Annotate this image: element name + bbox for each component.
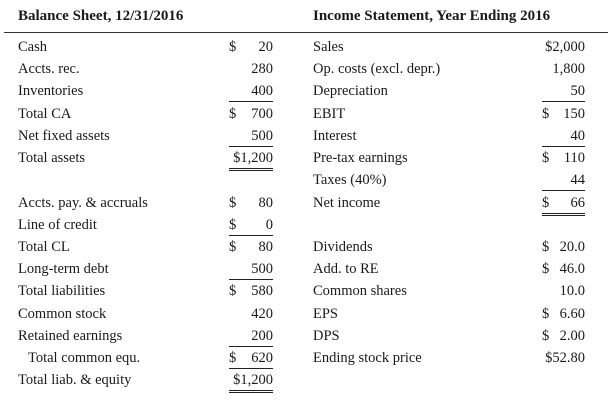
income-statement-row (313, 348, 585, 368)
balance-sheet-row-value (229, 259, 273, 280)
income-statement-header-rule (306, 32, 608, 33)
balance-sheet-row-label: Accts. pay. & accruals (18, 195, 148, 211)
balance-sheet-row-label: Retained earnings (18, 328, 123, 344)
income-statement-row (313, 37, 585, 57)
balance-sheet-row-value (229, 193, 273, 213)
income-statement-row-label: Net income (313, 195, 381, 211)
balance-sheet-row-label: Cash (18, 39, 47, 55)
income-statement-row-label: DPS (313, 328, 340, 344)
amount: 40 (570, 128, 585, 144)
amount: 80 (258, 239, 273, 255)
income-statement-row-value (542, 37, 585, 57)
income-statement-row-label: Sales (313, 39, 344, 55)
balance-sheet-row (18, 237, 273, 257)
income-statement-row-value (542, 259, 585, 279)
amount: 20.0 (559, 239, 585, 255)
balance-sheet-row (18, 259, 273, 279)
income-statement-row (313, 281, 585, 301)
balance-sheet-row-label: Line of credit (18, 217, 97, 233)
income-statement-row-label: EBIT (313, 106, 346, 122)
balance-sheet-row-label: Total common equ. (28, 350, 141, 366)
amount: 50 (570, 83, 585, 99)
income-statement-row (313, 104, 585, 124)
income-statement-row-label: Interest (313, 128, 357, 144)
income-statement-row (313, 170, 585, 190)
income-statement-row-value (542, 59, 585, 79)
income-statement-row-label: Depreciation (313, 83, 388, 99)
amount: 80 (258, 195, 273, 211)
currency-symbol: $ (542, 106, 550, 122)
amount: 500 (251, 128, 273, 144)
balance-sheet-header-rule (4, 32, 306, 33)
currency-symbol: $ (542, 150, 550, 166)
balance-sheet-row-label: Total assets (18, 150, 86, 166)
balance-sheet-row-value (229, 59, 273, 79)
income-statement-row-label: Dividends (313, 239, 373, 255)
amount: 150 (563, 106, 585, 122)
balance-sheet-row-value (229, 126, 273, 147)
income-statement-row-label: EPS (313, 306, 338, 322)
amount: 10.0 (559, 283, 585, 299)
balance-sheet-title: Balance Sheet, 12/31/2016 (18, 8, 184, 24)
balance-sheet-row-value (229, 304, 273, 324)
balance-sheet-row-value (229, 237, 273, 257)
currency-symbol: $ (229, 217, 237, 233)
income-statement-row (313, 304, 585, 324)
amount: 0 (265, 217, 273, 233)
balance-sheet-row (18, 193, 273, 213)
currency-symbol: $ (229, 350, 237, 366)
income-statement-row (313, 326, 585, 346)
amount: 580 (251, 283, 273, 299)
balance-sheet-row-label: Total liabilities (18, 283, 106, 299)
income-statement-row (313, 259, 585, 279)
income-statement-row-label: Op. costs (excl. depr.) (313, 61, 441, 77)
income-statement-row (313, 237, 585, 257)
income-statement-row-value (542, 81, 585, 102)
amount: $52.80 (545, 350, 585, 366)
amount: 200 (251, 328, 273, 344)
currency-symbol: $ (542, 195, 550, 211)
amount: 2.00 (559, 328, 585, 344)
amount: 66 (570, 195, 585, 211)
balance-sheet-row-value (229, 370, 273, 393)
income-statement-row-label: Common shares (313, 283, 407, 299)
balance-sheet-row (18, 370, 273, 390)
balance-sheet-row-value (229, 215, 273, 236)
balance-sheet-row-value (229, 281, 273, 301)
balance-sheet-row (18, 126, 273, 146)
balance-sheet-row-value (229, 81, 273, 102)
amount: 280 (251, 61, 273, 77)
income-statement-row-label: Ending stock price (313, 350, 422, 366)
income-statement-row-value (542, 148, 585, 168)
amount: 46.0 (559, 261, 585, 277)
currency-symbol: $ (229, 39, 237, 55)
income-statement-row-label: Pre-tax earnings (313, 150, 408, 166)
amount: 110 (563, 150, 585, 166)
income-statement-row-value (542, 281, 585, 301)
balance-sheet-row (18, 148, 273, 168)
balance-sheet-row (18, 104, 273, 124)
balance-sheet-row (18, 215, 273, 235)
income-statement-row-value (542, 237, 585, 257)
balance-sheet-row-value (229, 326, 273, 347)
balance-sheet-row-value (229, 348, 273, 369)
amount: $1,200 (233, 150, 273, 166)
balance-sheet-row (18, 37, 273, 57)
amount: 620 (251, 350, 273, 366)
currency-symbol: $ (542, 239, 550, 255)
balance-sheet-row (18, 326, 273, 346)
balance-sheet-row-label: Total CL (18, 239, 70, 255)
amount: 500 (251, 261, 273, 277)
amount: $1,200 (233, 372, 273, 388)
income-statement-row-value (542, 304, 585, 324)
income-statement-row-label: Add. to RE (313, 261, 379, 277)
currency-symbol: $ (542, 261, 550, 277)
currency-symbol: $ (229, 239, 237, 255)
amount: 44 (570, 172, 585, 188)
balance-sheet-row-label: Long-term debt (18, 261, 109, 277)
balance-sheet-row-label: Common stock (18, 306, 107, 322)
income-statement-row-value (542, 193, 585, 216)
balance-sheet-row (18, 304, 273, 324)
amount: 1,800 (552, 61, 585, 77)
balance-sheet-row-value (229, 148, 273, 171)
balance-sheet-row-label: Net fixed assets (18, 128, 110, 144)
income-statement-row-label: Taxes (40%) (313, 172, 387, 188)
amount: 400 (251, 83, 273, 99)
balance-sheet-row (18, 348, 273, 368)
currency-symbol: $ (229, 195, 237, 211)
income-statement-row (313, 81, 585, 101)
currency-symbol: $ (542, 328, 550, 344)
income-statement-row (313, 59, 585, 79)
income-statement-row-value (542, 326, 585, 346)
currency-symbol: $ (229, 283, 237, 299)
balance-sheet-row-label: Inventories (18, 83, 84, 99)
income-statement-row-value (542, 126, 585, 147)
balance-sheet-row (18, 59, 273, 79)
balance-sheet-row-value (229, 104, 273, 124)
income-statement-row (313, 126, 585, 146)
balance-sheet-row-label: Total CA (18, 106, 72, 122)
balance-sheet-row (18, 81, 273, 101)
amount: 420 (251, 306, 273, 322)
amount: $2,000 (545, 39, 585, 55)
income-statement-row-value (542, 104, 585, 124)
balance-sheet-row-label: Total liab. & equity (18, 372, 132, 388)
income-statement-row (313, 193, 585, 213)
currency-symbol: $ (229, 106, 237, 122)
income-statement-row-value (542, 170, 585, 191)
balance-sheet-row (18, 281, 273, 301)
amount: 700 (251, 106, 273, 122)
balance-sheet-row-label: Accts. rec. (18, 61, 80, 77)
amount: 6.60 (559, 306, 585, 322)
income-statement-title: Income Statement, Year Ending 2016 (313, 8, 551, 24)
amount: 20 (258, 39, 273, 55)
balance-sheet-row-value (229, 37, 273, 57)
currency-symbol: $ (542, 306, 550, 322)
income-statement-row-value (542, 348, 585, 368)
income-statement-row (313, 148, 585, 168)
